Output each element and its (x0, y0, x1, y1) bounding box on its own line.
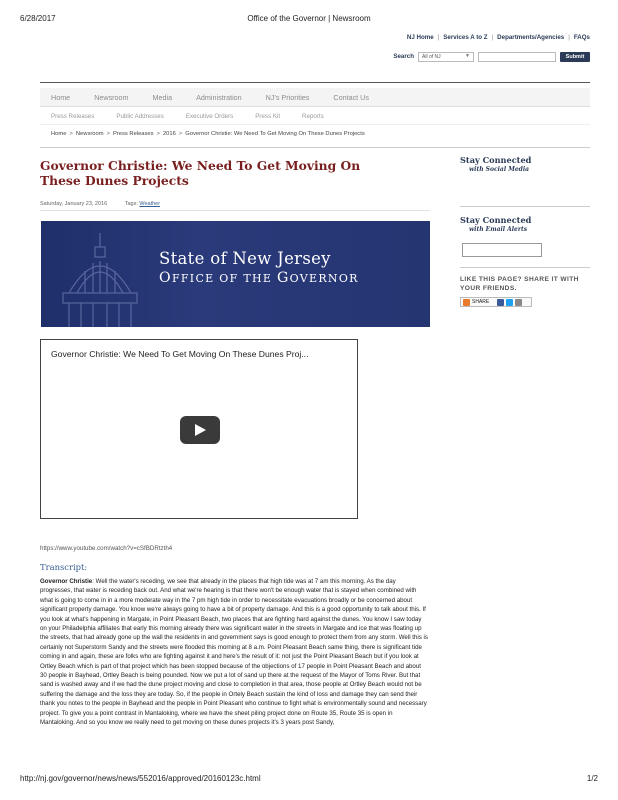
utility-links: NJ Home | Services A to Z | Departments/Agencies | FAQs (406, 34, 590, 41)
print-footer (20, 774, 598, 786)
breadcrumb-home[interactable]: Home (51, 131, 67, 137)
transcript-speaker: Governor Christie (40, 578, 93, 585)
breadcrumb: Home > Newsroom > Press Releases > 2016 > Governor Christie: We Need To Get Moving On These Dunes Projects (51, 131, 365, 137)
main-nav (40, 88, 590, 106)
search-label: Search (393, 53, 414, 60)
breadcrumb-press-releases[interactable]: Press Releases (112, 131, 154, 137)
breadcrumb-newsroom[interactable]: Newsroom (75, 131, 104, 137)
chevron-down-icon: ▼ (465, 52, 470, 59)
social-title: Stay Connected (460, 155, 532, 165)
tags-label: Tags: (124, 201, 138, 207)
email-alert-input[interactable] (462, 243, 542, 257)
banner-office-name: OFFICE OF THE GOVERNOR (159, 270, 359, 286)
social-media-section (460, 155, 531, 173)
divider (40, 147, 590, 148)
share-label: SHARE (472, 299, 490, 305)
print-date: 6/28/2017 (20, 14, 56, 23)
divider (40, 124, 590, 125)
page-title: Governor Christie: We Need To Get Moving On These Dunes Projects (40, 158, 361, 188)
email-icon[interactable] (515, 299, 522, 306)
subnav-executive-orders[interactable]: Executive Orders (185, 113, 234, 120)
tag-link-weather[interactable]: Weather (139, 201, 161, 207)
search-scope-value: All of NJ (422, 53, 441, 60)
capitol-dome-icon (55, 231, 145, 327)
share-prompt: LIKE THIS PAGE? SHARE IT WITH YOUR FRIENDS. (460, 276, 579, 292)
print-header (20, 14, 598, 26)
search-bar (393, 51, 590, 62)
print-url: http://nj.gov/governor/news/news/552016/approved/20160123c.html (20, 774, 261, 783)
nav-administration[interactable]: Administration (196, 92, 242, 102)
subnav-reports[interactable]: Reports (302, 113, 324, 120)
facebook-icon[interactable] (497, 299, 504, 306)
divider (40, 106, 590, 107)
nav-nj-priorities[interactable]: NJ's Priorities (265, 92, 310, 102)
play-icon (194, 424, 206, 436)
banner-state-name: State of New Jersey (159, 249, 331, 268)
share-button[interactable] (460, 297, 532, 307)
article-date: Saturday, January 23, 2016 (40, 201, 108, 207)
print-page-number: 1/2 (586, 774, 598, 783)
nav-home[interactable]: Home (51, 92, 71, 102)
nav-contact-us[interactable]: Contact Us (333, 92, 369, 102)
social-subtitle: with Social Media (469, 166, 530, 173)
divider (40, 82, 590, 83)
article-meta (40, 201, 160, 207)
breadcrumb-current: Governor Christie: We Need To Get Moving On These Dunes Projects (185, 131, 365, 137)
search-submit-button[interactable]: Submit (560, 52, 590, 62)
transcript-heading: Transcript: (40, 562, 88, 572)
email-title: Stay Connected (460, 215, 532, 225)
link-departments-agencies[interactable]: Departments/Agencies (497, 34, 565, 41)
governor-banner (41, 221, 430, 327)
nav-media[interactable]: Media (152, 92, 173, 102)
email-subtitle: with Email Alerts (469, 226, 528, 233)
search-input[interactable] (478, 52, 556, 62)
subnav-public-addresses[interactable]: Public Addresses (116, 113, 164, 120)
link-nj-home[interactable]: NJ Home (406, 34, 434, 41)
link-services-a-to-z[interactable]: Services A to Z (443, 34, 488, 41)
video-player[interactable] (40, 339, 358, 519)
nav-newsroom[interactable]: Newsroom (94, 92, 129, 102)
video-title[interactable]: Governor Christie: We Need To Get Moving On These Dunes Proj... (51, 349, 309, 359)
email-alerts-section (460, 215, 531, 233)
divider (460, 267, 590, 268)
print-page-title: Office of the Governor | Newsroom (247, 14, 371, 23)
transcript-text: : Well the water's receding, we see that already in the places that high tide was at 7 am this morning. As the day progresses, that water is receding back out. And what we're hearing is that there won't be enough water that is stayed when combined with what is going to come in in a more moderate way in the 7 pm high tide in order to necessitate evacuations broadly or be concerned about significant property damage. You know we're always going to have a bit of property damage. And this is a good opportunity to talk about this. If you look at what's happening in Margate, in Point Pleasant Beach, two places that are fighting hard against the dunes. You know I saw today on your Philadelphia affiliates that early this morning already there was significant water in the streets in Margate and ice that was floating up the streets, that had already gone up the wall the residents in and government says is good enough to protect them from any storm. Well this is certainly not Superstorm Sandy and the streets were flooded this morning at 8 a.m. Point Pleasant Beach same thing, there is significant tide coming in and again, these are folks who are fighting against it and here's the result of it: not just the Point Pleasant Beach but if you look at Ortley Beach which is part of that project which has been stopped because of the objections of 17 people in Point Pleasant Beach and about 30 people in Bayhead, Ortley Beach is being pounded. Now we put a lot of sand up there at the request of the Mayor of Toms River. But that sand is washed away and if we had the dune project moving and close to completion in that area, those people at Ortley Beach would not be suffering the damage and the loss they are today. So, if the people in Ortely Beach sustain the kind of loss and damage they can send their thank you notes to the people in Bayhead and the people in Point Pleasant who continue to fight what is environmentally sound and necessary project. To give you a point contrast in Mantaloking, where we have the sheet piling project done on Route 35, Route 35 is open in Mantaloking. And so you know we really need to get moving on these dunes projects it's 3 years post Sandy, (40, 578, 428, 727)
sub-nav (51, 113, 346, 120)
subnav-press-releases[interactable]: Press Releases (51, 113, 95, 120)
subnav-press-kit[interactable]: Press Kit (255, 113, 281, 120)
search-scope-select[interactable] (418, 52, 474, 62)
transcript-body (40, 577, 428, 728)
link-faqs[interactable]: FAQs (573, 34, 590, 41)
divider (460, 206, 590, 207)
share-icon (463, 299, 470, 306)
youtube-url[interactable]: https://www.youtube.com/watch?v=cSfBDRtzth4 (40, 545, 173, 552)
play-button[interactable] (180, 416, 220, 444)
divider (40, 210, 430, 211)
breadcrumb-2016[interactable]: 2016 (162, 131, 176, 137)
twitter-icon[interactable] (506, 299, 513, 306)
